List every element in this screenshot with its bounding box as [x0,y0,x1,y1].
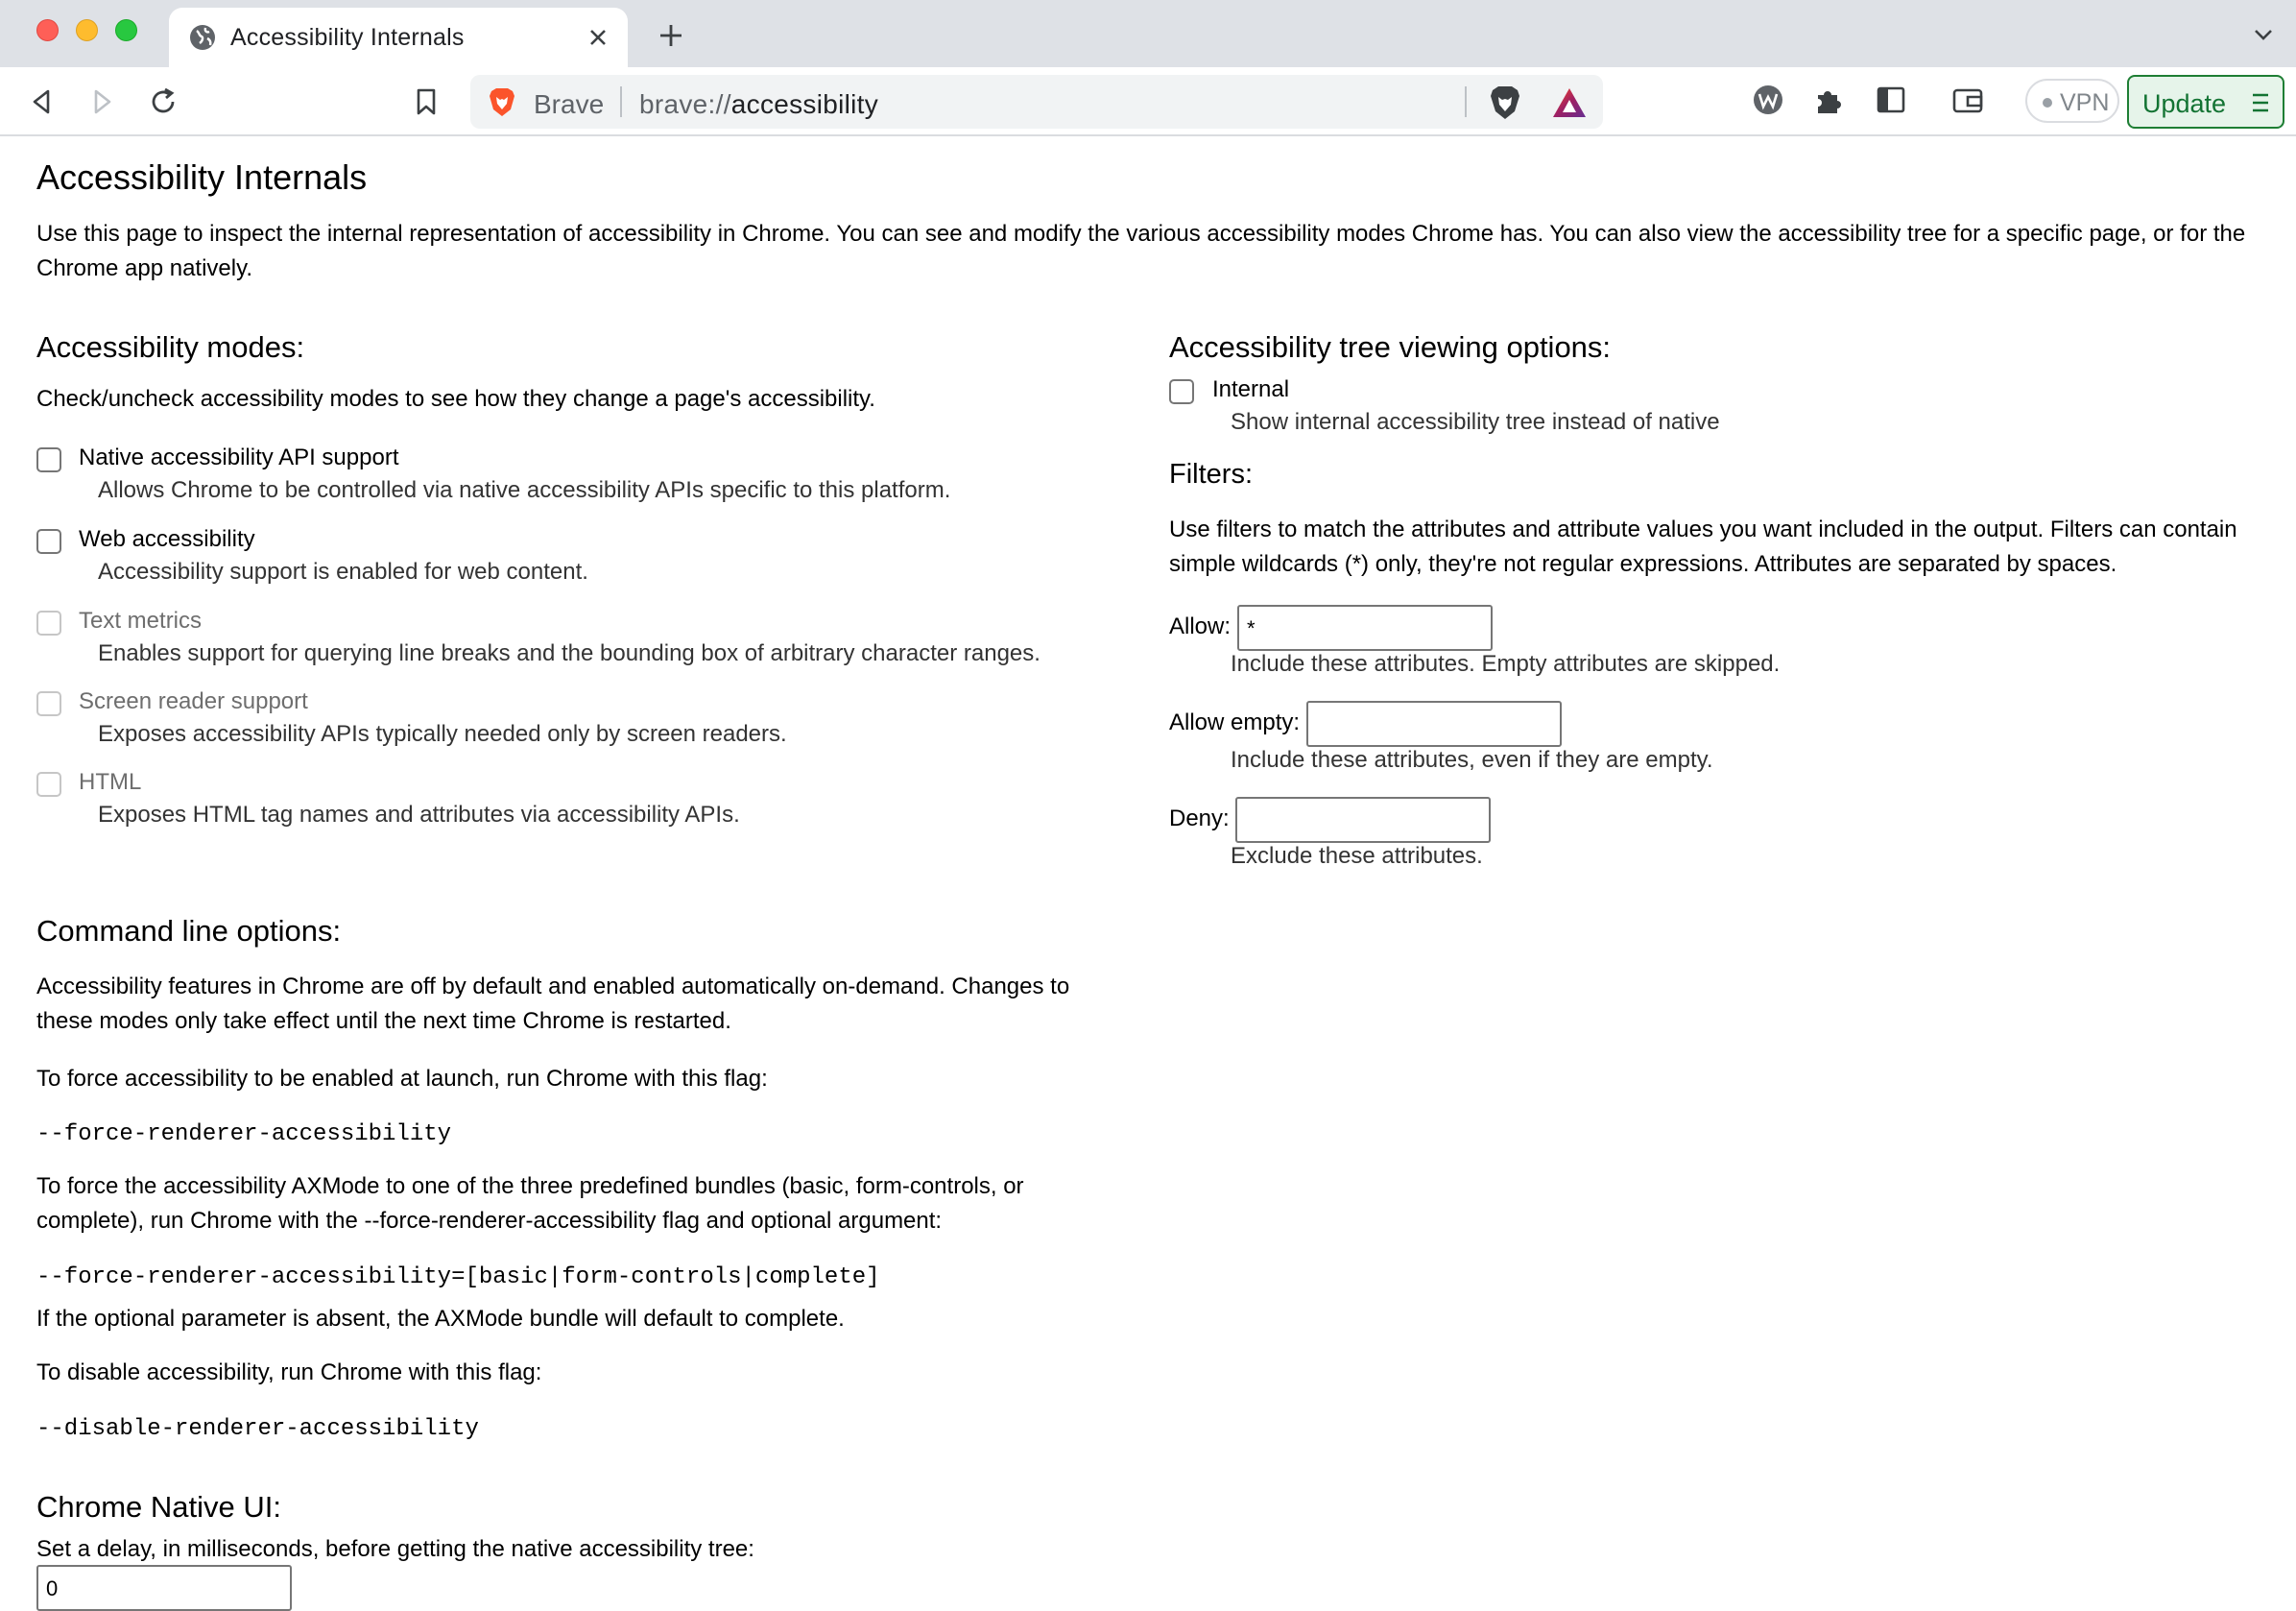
mode-label-html: HTML [79,769,142,795]
tab-title: Accessibility Internals [230,24,465,51]
browser-toolbar [0,67,2296,136]
brave-shields-icon[interactable] [1488,84,1522,121]
omnibox-divider-right [1465,86,1467,117]
mode-desc-text-metrics: Enables support for querying line breaks and the bounding box of arbitrary character ranges. [98,640,1040,666]
mode-desc-html: Exposes HTML tag names and attributes via accessibility APIs. [98,802,740,828]
vpn-button[interactable] [2025,79,2119,123]
address-bar[interactable] [470,75,1603,129]
brave-rewards-icon[interactable] [1551,86,1588,119]
command-line-p5: To disable accessibility, run Chrome with this flag: [36,1359,542,1385]
update-label: Update [2142,89,2227,118]
internal-label: Internal [1212,376,1290,402]
mode-label-web-accessibility: Web accessibility [79,526,255,552]
omnibox-brand: Brave [534,89,605,119]
command-line-p2: To force accessibility to be enabled at launch, run Chrome with this flag: [36,1066,768,1092]
checkbox-native-api[interactable] [36,447,61,472]
native-ui-heading: Chrome Native UI: [36,1490,281,1524]
close-icon[interactable] [584,23,612,52]
forward-icon[interactable] [84,84,119,119]
reload-icon[interactable] [146,84,180,119]
native-ui-delay-input[interactable]: 0 [36,1565,292,1611]
flag-force-renderer-bundle: --force-renderer-accessibility=[basic|form-controls|complete] [36,1264,880,1290]
tab-accessibility-internals[interactable] [169,8,628,67]
page-content [0,136,2296,1600]
modes-subtitle: Check/uncheck accessibility modes to see how they change a page's accessibility. [36,386,875,412]
update-button[interactable] [2127,75,2284,129]
allow-empty-hint: Include these attributes, even if they are empty. [1231,747,1713,773]
command-line-p4: If the optional parameter is absent, the AXMode bundle will default to complete. [36,1306,845,1332]
tree-options-heading: Accessibility tree viewing options: [1169,330,1612,364]
checkbox-text-metrics[interactable] [36,611,61,636]
filters-heading: Filters: [1169,459,1253,490]
sidebar-icon[interactable] [1874,83,1908,117]
allow-empty-input[interactable] [1306,701,1562,747]
close-window-button[interactable] [36,19,59,41]
flag-disable-renderer: --disable-renderer-accessibility [36,1416,479,1442]
checkbox-web-accessibility[interactable] [36,529,61,554]
deny-input[interactable] [1235,797,1491,843]
back-icon[interactable] [25,84,60,119]
flag-force-renderer: --force-renderer-accessibility [36,1121,452,1147]
command-line-heading: Command line options: [36,914,342,948]
allow-label: Allow: [1169,613,1232,639]
filters-description: Use filters to match the attributes and attribute values you want included in the output. Filters can contain simple wildcards (*) only, they're not regular expressions. Attributes are separated by spaces. [1169,517,2237,577]
mode-label-text-metrics: Text metrics [79,608,203,634]
wallet-icon[interactable] [1950,83,1985,117]
globe-icon [188,23,217,52]
mode-desc-web-accessibility: Accessibility support is enabled for web content. [98,559,588,585]
extensions-icon[interactable] [1812,83,1847,117]
vpn-status-dot [2043,98,2052,108]
brave-lion-icon [488,86,516,117]
omnibox-divider [620,86,622,117]
vpn-label: VPN [2060,89,2110,116]
deny-label: Deny: [1169,806,1230,831]
allow-input[interactable]: * [1237,605,1493,651]
command-line-p1: Accessibility features in Chrome are off by default and enabled automatically on-demand. Changes to these modes only take effect until the next time Chrome is restarted. [36,974,1070,1034]
menu-icon [2250,90,2271,115]
deny-hint: Exclude these attributes. [1231,843,1483,869]
internal-description: Show internal accessibility tree instead of native [1231,409,1720,435]
tab-strip [0,0,2296,67]
new-tab-icon[interactable] [657,21,685,50]
mode-label-native-api: Native accessibility API support [79,445,399,470]
page-title: Accessibility Internals [36,157,368,197]
native-ui-description: Set a delay, in milliseconds, before getting the native accessibility tree: [36,1536,754,1562]
wallet-web3-icon[interactable] [1751,83,1785,117]
bookmark-icon[interactable] [409,84,443,119]
allow-hint: Include these attributes. Empty attributes are skipped. [1231,651,1781,677]
page-intro: Use this page to inspect the internal representation of accessibility in Chrome. You can see and modify the various accessibility modes Chrome has. You can also view the accessibility tree for a specific page, or for the Chrome app natively. [36,221,2246,281]
checkbox-internal[interactable] [1169,379,1194,404]
zoom-window-button[interactable] [115,19,137,41]
mode-desc-screen-reader: Exposes accessibility APIs typically needed only by screen readers. [98,721,787,747]
allow-empty-label: Allow empty: [1169,709,1301,735]
checkbox-screen-reader[interactable] [36,691,61,716]
mode-label-screen-reader: Screen reader support [79,688,308,714]
omnibox-url[interactable]: brave://accessibility [639,89,879,119]
mode-desc-native-api: Allows Chrome to be controlled via native accessibility APIs specific to this platform. [98,477,951,503]
modes-heading: Accessibility modes: [36,330,305,364]
minimize-window-button[interactable] [76,19,98,41]
command-line-p3: To force the accessibility AXMode to one of the three predefined bundles (basic, form-controls, or complete), run Chrome with the --force-renderer-accessibility flag and optional argument: [36,1173,1024,1234]
checkbox-html[interactable] [36,772,61,797]
chevron-down-icon[interactable] [2250,21,2277,48]
